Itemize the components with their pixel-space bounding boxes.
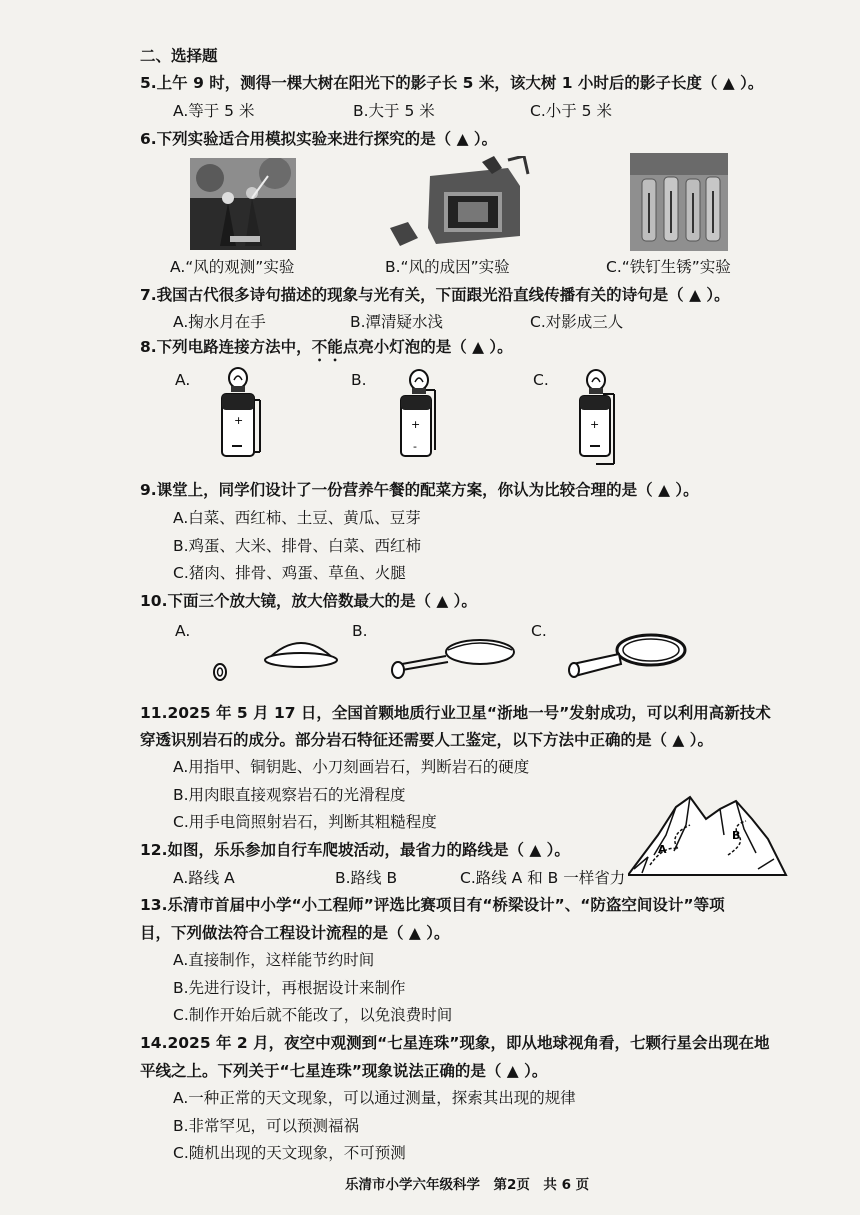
q7-option-a: A.掬水月在手 <box>173 313 266 331</box>
battery-plus-label: + <box>411 418 421 431</box>
q8-stem-pre: 8.下列电路连接方法中， <box>140 338 312 356</box>
q8-stem <box>140 337 513 365</box>
q10-option-c: C. <box>531 622 547 640</box>
q14-option-a: A.一种正常的天文现象，可以通过测量，探索其出现的规律 <box>173 1089 576 1107</box>
magnifier-b-diagram <box>388 630 528 682</box>
q8-option-a: A. <box>175 371 191 389</box>
q11-option-b: B.用肉眼直接观察岩石的光滑程度 <box>173 786 406 804</box>
q12-option-c: C.路线 A 和 B 一样省力 <box>460 869 626 887</box>
q7-stem: 7.我国古代很多诗句描述的现象与光有关，下面跟光沿直线传播有关的诗句是（ ▲ ）。 <box>140 286 730 304</box>
q14-option-b: B.非常罕见，可以预测福祸 <box>173 1117 360 1135</box>
q11-option-a: A.用指甲、铜钥匙、小刀刻画岩石，判断岩石的硬度 <box>173 758 530 776</box>
q13-option-c: C.制作开始后就不能改了，以免浪费时间 <box>173 1006 453 1024</box>
q8-stem-emphasis: 不能 <box>311 338 343 356</box>
q6-stem: 6.下列实验适合用模拟实验来进行探究的是（ ▲ ）。 <box>140 130 498 148</box>
q5-stem: 5.上午 9 时，测得一棵大树在阳光下的影子长 5 米，该大树 1 小时后的影子长度（ ▲ ）。 <box>140 74 764 92</box>
q10-option-a: A. <box>175 622 191 640</box>
q10-stem: 10.下面三个放大镜，放大倍数最大的是（ ▲ ）。 <box>140 592 477 610</box>
q8-option-c: C. <box>533 371 549 389</box>
q11-stem-line2: 穿透识别岩石的成分。部分岩石特征还需要人工鉴定，以下方法中正确的是（ ▲ ）。 <box>140 731 713 749</box>
q13-stem-line1: 13.乐清市首届中小学“小工程师”评选比赛项目有“桥梁设计”、“防盗空间设计”等项 <box>140 896 725 914</box>
q9-stem: 9.课堂上，同学们设计了一份营养午餐的配菜方案，你认为比较合理的是（ ▲ ）。 <box>140 481 699 499</box>
q12-option-b: B.路线 B <box>335 869 398 887</box>
q12-option-a: A.路线 A <box>173 869 235 887</box>
q9-option-a: A.白菜、西红柿、土豆、黄瓜、豆芽 <box>173 509 421 527</box>
q8-stem-post: 点亮小灯泡的是（ ▲ ）。 <box>342 338 513 356</box>
q13-stem-line2: 目，下列做法符合工程设计流程的是（ ▲ ）。 <box>140 924 450 942</box>
magnifier-a-diagram <box>205 632 345 684</box>
magnifier-c-diagram <box>565 628 690 684</box>
q14-option-c: C.随机出现的天文现象，不可预测 <box>173 1144 406 1162</box>
mountain-route-diagram <box>628 795 788 877</box>
q9-option-c: C.猪肉、排骨、鸡蛋、草鱼、火腿 <box>173 564 406 582</box>
nail-rust-photo <box>630 153 728 251</box>
q6-option-c: C.“铁钉生锈”实验 <box>606 258 731 276</box>
q13-option-a: A.直接制作，这样能节约时间 <box>173 951 375 969</box>
q13-option-b: B.先进行设计，再根据设计来制作 <box>173 979 406 997</box>
q7-option-b: B.潭清疑水浅 <box>350 313 444 331</box>
q7-option-c: C.对影成三人 <box>530 313 624 331</box>
q11-option-c: C.用手电筒照射岩石，判断其粗糙程度 <box>173 813 437 831</box>
q5-option-b: B.大于 5 米 <box>353 102 435 120</box>
circuit-a-diagram <box>214 366 266 466</box>
circuit-b-diagram <box>395 366 447 466</box>
wind-cause-box-photo <box>388 156 534 250</box>
q5-option-a: A.等于 5 米 <box>173 102 255 120</box>
q10-option-b: B. <box>352 622 368 640</box>
q14-stem-line2: 平线之上。下列关于“七星连珠”现象说法正确的是（ ▲ ）。 <box>140 1062 548 1080</box>
circuit-c-diagram <box>570 366 622 466</box>
q11-stem-line1: 11.2025 年 5 月 17 日，全国首颗地质行业卫星“浙地一号”发射成功，可以利用高新技术 <box>140 704 771 722</box>
q12-stem: 12.如图，乐乐参加自行车爬坡活动，最省力的路线是（ ▲ ）。 <box>140 841 570 859</box>
battery-plus-label: + <box>590 418 600 431</box>
route-b-label: B <box>732 829 741 842</box>
battery-minus-label: - <box>413 440 417 453</box>
wind-observation-photo <box>190 158 296 250</box>
q9-option-b: B.鸡蛋、大米、排骨、白菜、西红柿 <box>173 537 422 555</box>
q6-option-b: B.“风的成因”实验 <box>385 258 510 276</box>
q14-stem-line1: 14.2025 年 2 月，夜空中观测到“七星连珠”现象，即从地球视角看，七颗行星会出现在地 <box>140 1034 770 1052</box>
q8-option-b: B. <box>351 371 367 389</box>
route-a-label: A <box>658 843 667 856</box>
q5-option-c: C.小于 5 米 <box>530 102 612 120</box>
page-footer: 乐清市小学六年级科学 第2页 共 6 页 <box>345 1177 590 1193</box>
q6-option-a: A.“风的观测”实验 <box>170 258 295 276</box>
battery-plus-label: + <box>234 414 244 427</box>
section-title: 二、选择题 <box>140 47 218 65</box>
